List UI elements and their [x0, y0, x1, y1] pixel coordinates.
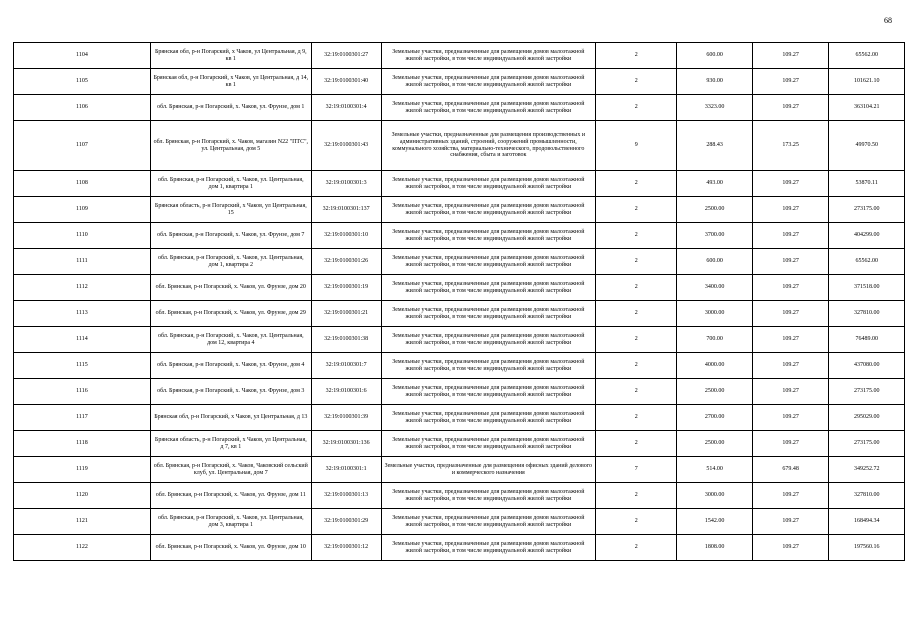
address-cell: Брянская область, р-н Погарский, х Чаков, ул Центральная, 15 — [150, 197, 311, 223]
row-number-cell: 1117 — [14, 405, 151, 431]
area-cell: 3400.00 — [677, 275, 753, 301]
area-cell: 2500.00 — [677, 197, 753, 223]
table-row — [14, 69, 905, 95]
cadastral-value-cell: 371518.00 — [829, 275, 905, 301]
rate-cell: 109.27 — [752, 535, 828, 561]
area-cell: 3700.00 — [677, 223, 753, 249]
area-cell: 600.00 — [677, 43, 753, 69]
rate-cell: 173.25 — [752, 121, 828, 171]
cadastral-value-cell: 76489.00 — [829, 327, 905, 353]
address-cell: обл. Брянская, р-н Погарский, х. Чаков, ул. Центральная, дом 3, квартира 1 — [150, 509, 311, 535]
table-row — [14, 249, 905, 275]
address-cell: обл. Брянская, р-н Погарский, х. Чаков, ул. Фрунзе, дом 4 — [150, 353, 311, 379]
category-cell: 9 — [596, 121, 677, 171]
cadastral-number-cell: 32:19:0100301:27 — [311, 43, 381, 69]
address-cell: обл. Брянская, р-н Погарский, х. Чаков, ул. Центральная, дом 12, квартира 4 — [150, 327, 311, 353]
cadastral-value-cell: 273175.00 — [829, 431, 905, 457]
row-number-cell: 1104 — [14, 43, 151, 69]
row-number-cell: 1121 — [14, 509, 151, 535]
rate-cell: 679.48 — [752, 457, 828, 483]
address-cell: обл. Брянская, р-н Погарский, х. Чаков, Чаковский сельский клуб, ул. Центральная, дом 7 — [150, 457, 311, 483]
row-number-cell: 1116 — [14, 379, 151, 405]
cadastral-number-cell: 32:19:0100301:136 — [311, 431, 381, 457]
row-number-cell: 1106 — [14, 95, 151, 121]
table-row — [14, 483, 905, 509]
category-cell: 7 — [596, 457, 677, 483]
row-number-cell: 1113 — [14, 301, 151, 327]
address-cell: обл. Брянская, р-н Погарский, х. Чаков, магазин N22 "ПТС", ул. Центральная, дом 5 — [150, 121, 311, 171]
area-cell: 514.00 — [677, 457, 753, 483]
table-row — [14, 43, 905, 69]
land-use-cell: Земельные участки, предназначенные для размещения домов малоэтажной жилой застройки, в том числе индивидуальной жилой застройки — [381, 223, 596, 249]
address-cell: обл. Брянская, р-н Погарский, х. Чаков, ул. Фрунзе, дом 10 — [150, 535, 311, 561]
rate-cell: 109.27 — [752, 95, 828, 121]
cadastral-value-cell: 168494.34 — [829, 509, 905, 535]
rate-cell: 109.27 — [752, 69, 828, 95]
row-number-cell: 1109 — [14, 197, 151, 223]
row-number-cell: 1118 — [14, 431, 151, 457]
table-row — [14, 171, 905, 197]
cadastral-value-cell: 273175.00 — [829, 379, 905, 405]
category-cell: 2 — [596, 275, 677, 301]
land-use-cell: Земельные участки, предназначенные для размещения домов малоэтажной жилой застройки, в том числе индивидуальной жилой застройки — [381, 95, 596, 121]
address-cell: обл. Брянская, р-н Погарский, х. Чаков, ул. Фрунзе, дом 20 — [150, 275, 311, 301]
cadastral-number-cell: 32:19:0100301:43 — [311, 121, 381, 171]
land-use-cell: Земельные участки, предназначенные для размещения производственных и административных зданий, строений, сооружений промышленности, коммунального хозяйства, материально-технического, продовольственного снабжения, сбыта и заготовок — [381, 121, 596, 171]
rate-cell: 109.27 — [752, 301, 828, 327]
category-cell: 2 — [596, 95, 677, 121]
cadastral-value-cell: 437080.00 — [829, 353, 905, 379]
rate-cell: 109.27 — [752, 353, 828, 379]
area-cell: 2500.00 — [677, 431, 753, 457]
category-cell: 2 — [596, 69, 677, 95]
cadastral-number-cell: 32:19:0100301:38 — [311, 327, 381, 353]
row-number-cell: 1115 — [14, 353, 151, 379]
page-number: 68 — [884, 16, 892, 25]
rate-cell: 109.27 — [752, 327, 828, 353]
category-cell: 2 — [596, 197, 677, 223]
category-cell: 2 — [596, 431, 677, 457]
table-row — [14, 379, 905, 405]
rate-cell: 109.27 — [752, 223, 828, 249]
address-cell: обл. Брянская, р-н Погарский, х. Чаков, ул. Фрунзе, дом 29 — [150, 301, 311, 327]
table-row — [14, 197, 905, 223]
land-use-cell: Земельные участки, предназначенные для размещения домов малоэтажной жилой застройки, в том числе индивидуальной жилой застройки — [381, 509, 596, 535]
land-use-cell: Земельные участки, предназначенные для размещения домов малоэтажной жилой застройки, в том числе индивидуальной жилой застройки — [381, 275, 596, 301]
table-row — [14, 457, 905, 483]
rate-cell: 109.27 — [752, 197, 828, 223]
row-number-cell: 1119 — [14, 457, 151, 483]
row-number-cell: 1114 — [14, 327, 151, 353]
land-use-cell: Земельные участки, предназначенные для размещения домов малоэтажной жилой застройки, в том числе индивидуальной жилой застройки — [381, 379, 596, 405]
rate-cell: 109.27 — [752, 249, 828, 275]
cadastral-number-cell: 32:19:0100301:1 — [311, 457, 381, 483]
cadastral-value-cell: 327810.00 — [829, 301, 905, 327]
land-use-cell: Земельные участки, предназначенные для размещения домов малоэтажной жилой застройки, в том числе индивидуальной жилой застройки — [381, 301, 596, 327]
address-cell: обл. Брянская, р-н Погарский, х. Чаков, ул. Фрунзе, дом 7 — [150, 223, 311, 249]
address-cell: Брянская обл, р-н Погарский, х Чаков, ул Центральная, д 13 — [150, 405, 311, 431]
land-use-cell: Земельные участки, предназначенные для размещения домов малоэтажной жилой застройки, в том числе индивидуальной жилой застройки — [381, 353, 596, 379]
category-cell: 2 — [596, 223, 677, 249]
category-cell: 2 — [596, 379, 677, 405]
land-use-cell: Земельные участки, предназначенные для размещения домов малоэтажной жилой застройки, в том числе индивидуальной жилой застройки — [381, 249, 596, 275]
land-use-cell: Земельные участки, предназначенные для размещения домов малоэтажной жилой застройки, в том числе индивидуальной жилой застройки — [381, 405, 596, 431]
category-cell: 2 — [596, 43, 677, 69]
area-cell: 2700.00 — [677, 405, 753, 431]
cadastral-value-cell: 53870.11 — [829, 171, 905, 197]
cadastral-number-cell: 32:19:0100301:137 — [311, 197, 381, 223]
land-use-cell: Земельные участки, предназначенные для размещения домов малоэтажной жилой застройки, в том числе индивидуальной жилой застройки — [381, 483, 596, 509]
address-cell: Брянская область, р-н Погарский, х Чаков, ул Центральная, д 7, кв 1 — [150, 431, 311, 457]
row-number-cell: 1120 — [14, 483, 151, 509]
table-row — [14, 431, 905, 457]
land-use-cell: Земельные участки, предназначенные для размещения домов малоэтажной жилой застройки, в том числе индивидуальной жилой застройки — [381, 197, 596, 223]
table-row — [14, 353, 905, 379]
rate-cell: 109.27 — [752, 509, 828, 535]
cadastral-value-cell: 349252.72 — [829, 457, 905, 483]
cadastral-value-cell: 65562.00 — [829, 43, 905, 69]
land-use-cell: Земельные участки, предназначенные для размещения домов малоэтажной жилой застройки, в том числе индивидуальной жилой застройки — [381, 171, 596, 197]
address-cell: обл. Брянская, р-н Погарский, х. Чаков, ул. Фрунзе, дом 11 — [150, 483, 311, 509]
category-cell: 2 — [596, 249, 677, 275]
row-number-cell: 1122 — [14, 535, 151, 561]
category-cell: 2 — [596, 353, 677, 379]
row-number-cell: 1110 — [14, 223, 151, 249]
rate-cell: 109.27 — [752, 483, 828, 509]
cadastral-value-cell: 101621.10 — [829, 69, 905, 95]
area-cell: 288.43 — [677, 121, 753, 171]
area-cell: 1542.00 — [677, 509, 753, 535]
table-row — [14, 535, 905, 561]
address-cell: Брянская обл, р-н Погарский, х Чаков, ул Центральная, д 14, кв 1 — [150, 69, 311, 95]
rate-cell: 109.27 — [752, 405, 828, 431]
land-use-cell: Земельные участки, предназначенные для размещения домов малоэтажной жилой застройки, в том числе индивидуальной жилой застройки — [381, 69, 596, 95]
cadastral-number-cell: 32:19:0100301:4 — [311, 95, 381, 121]
cadastral-number-cell: 32:19:0100301:40 — [311, 69, 381, 95]
table-row — [14, 121, 905, 171]
category-cell: 2 — [596, 535, 677, 561]
cadastral-number-cell: 32:19:0100301:13 — [311, 483, 381, 509]
cadastral-number-cell: 32:19:0100301:7 — [311, 353, 381, 379]
land-plot-table — [13, 42, 905, 561]
address-cell: обл. Брянская, р-н Погарский, х. Чаков, ул. Центральная, дом 1, квартира 1 — [150, 171, 311, 197]
cadastral-number-cell: 32:19:0100301:39 — [311, 405, 381, 431]
category-cell: 2 — [596, 509, 677, 535]
cadastral-number-cell: 32:19:0100301:19 — [311, 275, 381, 301]
cadastral-value-cell: 363104.21 — [829, 95, 905, 121]
address-cell: обл. Брянская, р-н Погарский, х. Чаков, ул. Центральная, дом 1, квартира 2 — [150, 249, 311, 275]
area-cell: 3323.00 — [677, 95, 753, 121]
cadastral-value-cell: 65562.00 — [829, 249, 905, 275]
row-number-cell: 1112 — [14, 275, 151, 301]
land-use-cell: Земельные участки, предназначенные для размещения домов малоэтажной жилой застройки, в том числе индивидуальной жилой застройки — [381, 431, 596, 457]
address-cell: Брянская обл, р-н Погарский, х Чаков, ул Центральная, д 9, кв 1 — [150, 43, 311, 69]
category-cell: 2 — [596, 405, 677, 431]
address-cell: обл. Брянская, р-н Погарский, х. Чаков, ул. Фрунзе, дом 1 — [150, 95, 311, 121]
table-row — [14, 95, 905, 121]
row-number-cell: 1108 — [14, 171, 151, 197]
cadastral-number-cell: 32:19:0100301:29 — [311, 509, 381, 535]
row-number-cell: 1105 — [14, 69, 151, 95]
table-row — [14, 405, 905, 431]
address-cell: обл. Брянская, р-н Погарский, х. Чаков, ул. Фрунзе, дом 3 — [150, 379, 311, 405]
table-row — [14, 509, 905, 535]
cadastral-number-cell: 32:19:0100301:6 — [311, 379, 381, 405]
area-cell: 600.00 — [677, 249, 753, 275]
row-number-cell: 1111 — [14, 249, 151, 275]
cadastral-number-cell: 32:19:0100301:26 — [311, 249, 381, 275]
area-cell: 930.00 — [677, 69, 753, 95]
category-cell: 2 — [596, 301, 677, 327]
rate-cell: 109.27 — [752, 171, 828, 197]
table-row — [14, 275, 905, 301]
area-cell: 3000.00 — [677, 483, 753, 509]
cadastral-number-cell: 32:19:0100301:12 — [311, 535, 381, 561]
row-number-cell: 1107 — [14, 121, 151, 171]
land-use-cell: Земельные участки, предназначенные для размещения домов малоэтажной жилой застройки, в том числе индивидуальной жилой застройки — [381, 327, 596, 353]
area-cell: 493.00 — [677, 171, 753, 197]
cadastral-value-cell: 273175.00 — [829, 197, 905, 223]
cadastral-value-cell: 327810.00 — [829, 483, 905, 509]
area-cell: 4000.00 — [677, 353, 753, 379]
category-cell: 2 — [596, 171, 677, 197]
cadastral-value-cell: 197560.16 — [829, 535, 905, 561]
area-cell: 1808.00 — [677, 535, 753, 561]
land-use-cell: Земельные участки, предназначенные для размещения офисных зданий делового и коммерческого назначения — [381, 457, 596, 483]
category-cell: 2 — [596, 327, 677, 353]
cadastral-number-cell: 32:19:0100301:3 — [311, 171, 381, 197]
table-row — [14, 301, 905, 327]
table-body — [14, 43, 905, 561]
cadastral-value-cell: 404299.00 — [829, 223, 905, 249]
rate-cell: 109.27 — [752, 43, 828, 69]
land-use-cell: Земельные участки, предназначенные для размещения домов малоэтажной жилой застройки, в том числе индивидуальной жилой застройки — [381, 43, 596, 69]
table-row — [14, 223, 905, 249]
cadastral-number-cell: 32:19:0100301:21 — [311, 301, 381, 327]
land-use-cell: Земельные участки, предназначенные для размещения домов малоэтажной жилой застройки, в том числе индивидуальной жилой застройки — [381, 535, 596, 561]
category-cell: 2 — [596, 483, 677, 509]
table-row — [14, 327, 905, 353]
rate-cell: 109.27 — [752, 379, 828, 405]
cadastral-number-cell: 32:19:0100301:10 — [311, 223, 381, 249]
rate-cell: 109.27 — [752, 275, 828, 301]
rate-cell: 109.27 — [752, 431, 828, 457]
cadastral-value-cell: 49970.50 — [829, 121, 905, 171]
cadastral-value-cell: 295029.00 — [829, 405, 905, 431]
area-cell: 700.00 — [677, 327, 753, 353]
area-cell: 2500.00 — [677, 379, 753, 405]
area-cell: 3000.00 — [677, 301, 753, 327]
